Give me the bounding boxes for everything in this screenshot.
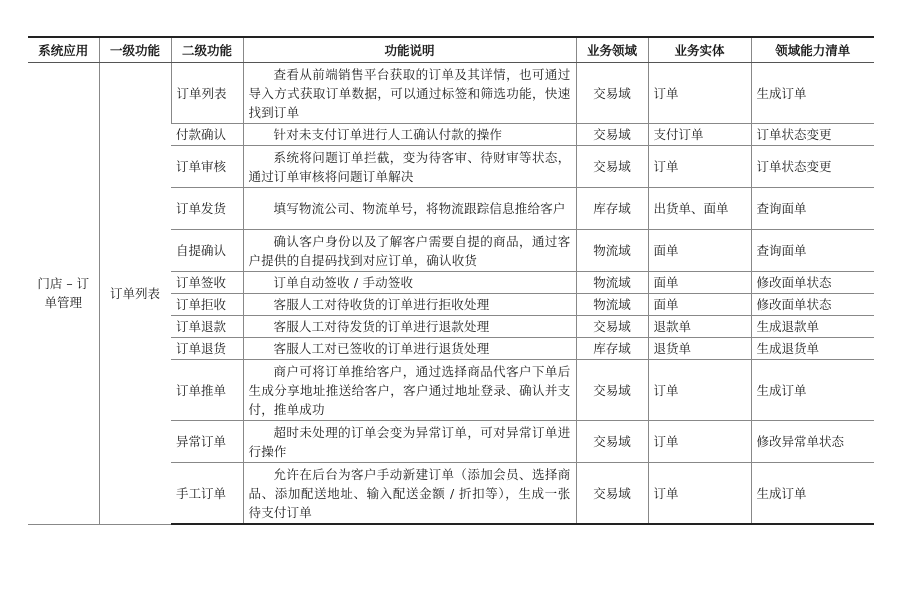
domain-cell: 交易域 <box>576 463 648 525</box>
description-cell: 客服人工对待收货的订单进行拒收处理 <box>243 294 576 316</box>
entity-cell: 订单 <box>648 63 751 124</box>
description-cell: 填写物流公司、物流单号，将物流跟踪信息推给客户 <box>243 188 576 230</box>
capability-cell: 修改异常单状态 <box>751 421 874 463</box>
level2-cell: 异常订单 <box>171 421 243 463</box>
capability-cell: 订单状态变更 <box>751 146 874 188</box>
domain-cell: 交易域 <box>576 63 648 124</box>
description-cell: 订单自动签收 / 手动签收 <box>243 272 576 294</box>
level2-cell: 订单发货 <box>171 188 243 230</box>
level2-cell: 订单列表 <box>171 63 243 124</box>
capability-cell: 生成订单 <box>751 360 874 421</box>
entity-cell: 面单 <box>648 230 751 272</box>
entity-cell: 订单 <box>648 360 751 421</box>
capability-cell: 生成订单 <box>751 63 874 124</box>
domain-cell: 物流域 <box>576 272 648 294</box>
capability-cell: 生成订单 <box>751 463 874 525</box>
header-level1-function: 一级功能 <box>99 37 171 63</box>
domain-cell: 库存域 <box>576 188 648 230</box>
description-cell: 系统将问题订单拦截，变为待客审、待财审等状态，通过订单审核将问题订单解决 <box>243 146 576 188</box>
level2-cell: 订单拒收 <box>171 294 243 316</box>
domain-cell: 交易域 <box>576 360 648 421</box>
header-business-entity: 业务实体 <box>648 37 751 63</box>
function-table <box>28 36 874 525</box>
capability-cell: 生成退货单 <box>751 338 874 360</box>
entity-cell: 订单 <box>648 421 751 463</box>
description-cell: 允许在后台为客户手动新建订单（添加会员、选择商品、添加配送地址、输入配送金额 / 折扣等），生成一张待支付订单 <box>243 463 576 525</box>
description-cell: 针对未支付订单进行人工确认付款的操作 <box>243 124 576 146</box>
entity-cell: 退款单 <box>648 316 751 338</box>
domain-cell: 交易域 <box>576 124 648 146</box>
description-cell: 超时未处理的订单会变为异常订单，可对异常订单进行操作 <box>243 421 576 463</box>
description-cell: 商户可将订单推给客户，通过选择商品代客户下单后生成分享地址推送给客户，客户通过地址登录、确认并支付，推单成功 <box>243 360 576 421</box>
description-cell: 查看从前端销售平台获取的订单及其详情，也可通过导入方式获取订单数据，可以通过标签和筛选功能，快速找到订单 <box>243 63 576 124</box>
table-header-row <box>28 37 874 63</box>
level2-cell: 付款确认 <box>171 124 243 146</box>
table-row <box>28 63 874 124</box>
capability-cell: 查询面单 <box>751 188 874 230</box>
entity-cell: 支付订单 <box>648 124 751 146</box>
entity-cell: 面单 <box>648 294 751 316</box>
domain-cell: 交易域 <box>576 421 648 463</box>
header-business-domain: 业务领域 <box>576 37 648 63</box>
description-cell: 客服人工对已签收的订单进行退货处理 <box>243 338 576 360</box>
capability-cell: 生成退款单 <box>751 316 874 338</box>
domain-cell: 物流域 <box>576 230 648 272</box>
description-cell: 确认客户身份以及了解客户需要自提的商品，通过客户提供的自提码找到对应订单，确认收货 <box>243 230 576 272</box>
domain-cell: 物流域 <box>576 294 648 316</box>
domain-cell: 交易域 <box>576 316 648 338</box>
system-app-cell: 门店 – 订单管理 <box>28 63 99 525</box>
header-system-app: 系统应用 <box>28 37 99 63</box>
entity-cell: 出货单、面单 <box>648 188 751 230</box>
capability-cell: 修改面单状态 <box>751 294 874 316</box>
header-capability-list: 领域能力清单 <box>751 37 874 63</box>
header-description: 功能说明 <box>243 37 576 63</box>
domain-cell: 交易域 <box>576 146 648 188</box>
capability-cell: 查询面单 <box>751 230 874 272</box>
level1-function-cell: 订单列表 <box>99 63 171 525</box>
entity-cell: 面单 <box>648 272 751 294</box>
level2-cell: 订单退货 <box>171 338 243 360</box>
function-table-container <box>28 36 874 525</box>
entity-cell: 订单 <box>648 146 751 188</box>
level2-cell: 订单退款 <box>171 316 243 338</box>
level2-cell: 自提确认 <box>171 230 243 272</box>
level2-cell: 订单审核 <box>171 146 243 188</box>
description-cell: 客服人工对待发货的订单进行退款处理 <box>243 316 576 338</box>
domain-cell: 库存域 <box>576 338 648 360</box>
capability-cell: 订单状态变更 <box>751 124 874 146</box>
level2-cell: 手工订单 <box>171 463 243 525</box>
header-level2-function: 二级功能 <box>171 37 243 63</box>
level2-cell: 订单推单 <box>171 360 243 421</box>
entity-cell: 退货单 <box>648 338 751 360</box>
entity-cell: 订单 <box>648 463 751 525</box>
capability-cell: 修改面单状态 <box>751 272 874 294</box>
level2-cell: 订单签收 <box>171 272 243 294</box>
